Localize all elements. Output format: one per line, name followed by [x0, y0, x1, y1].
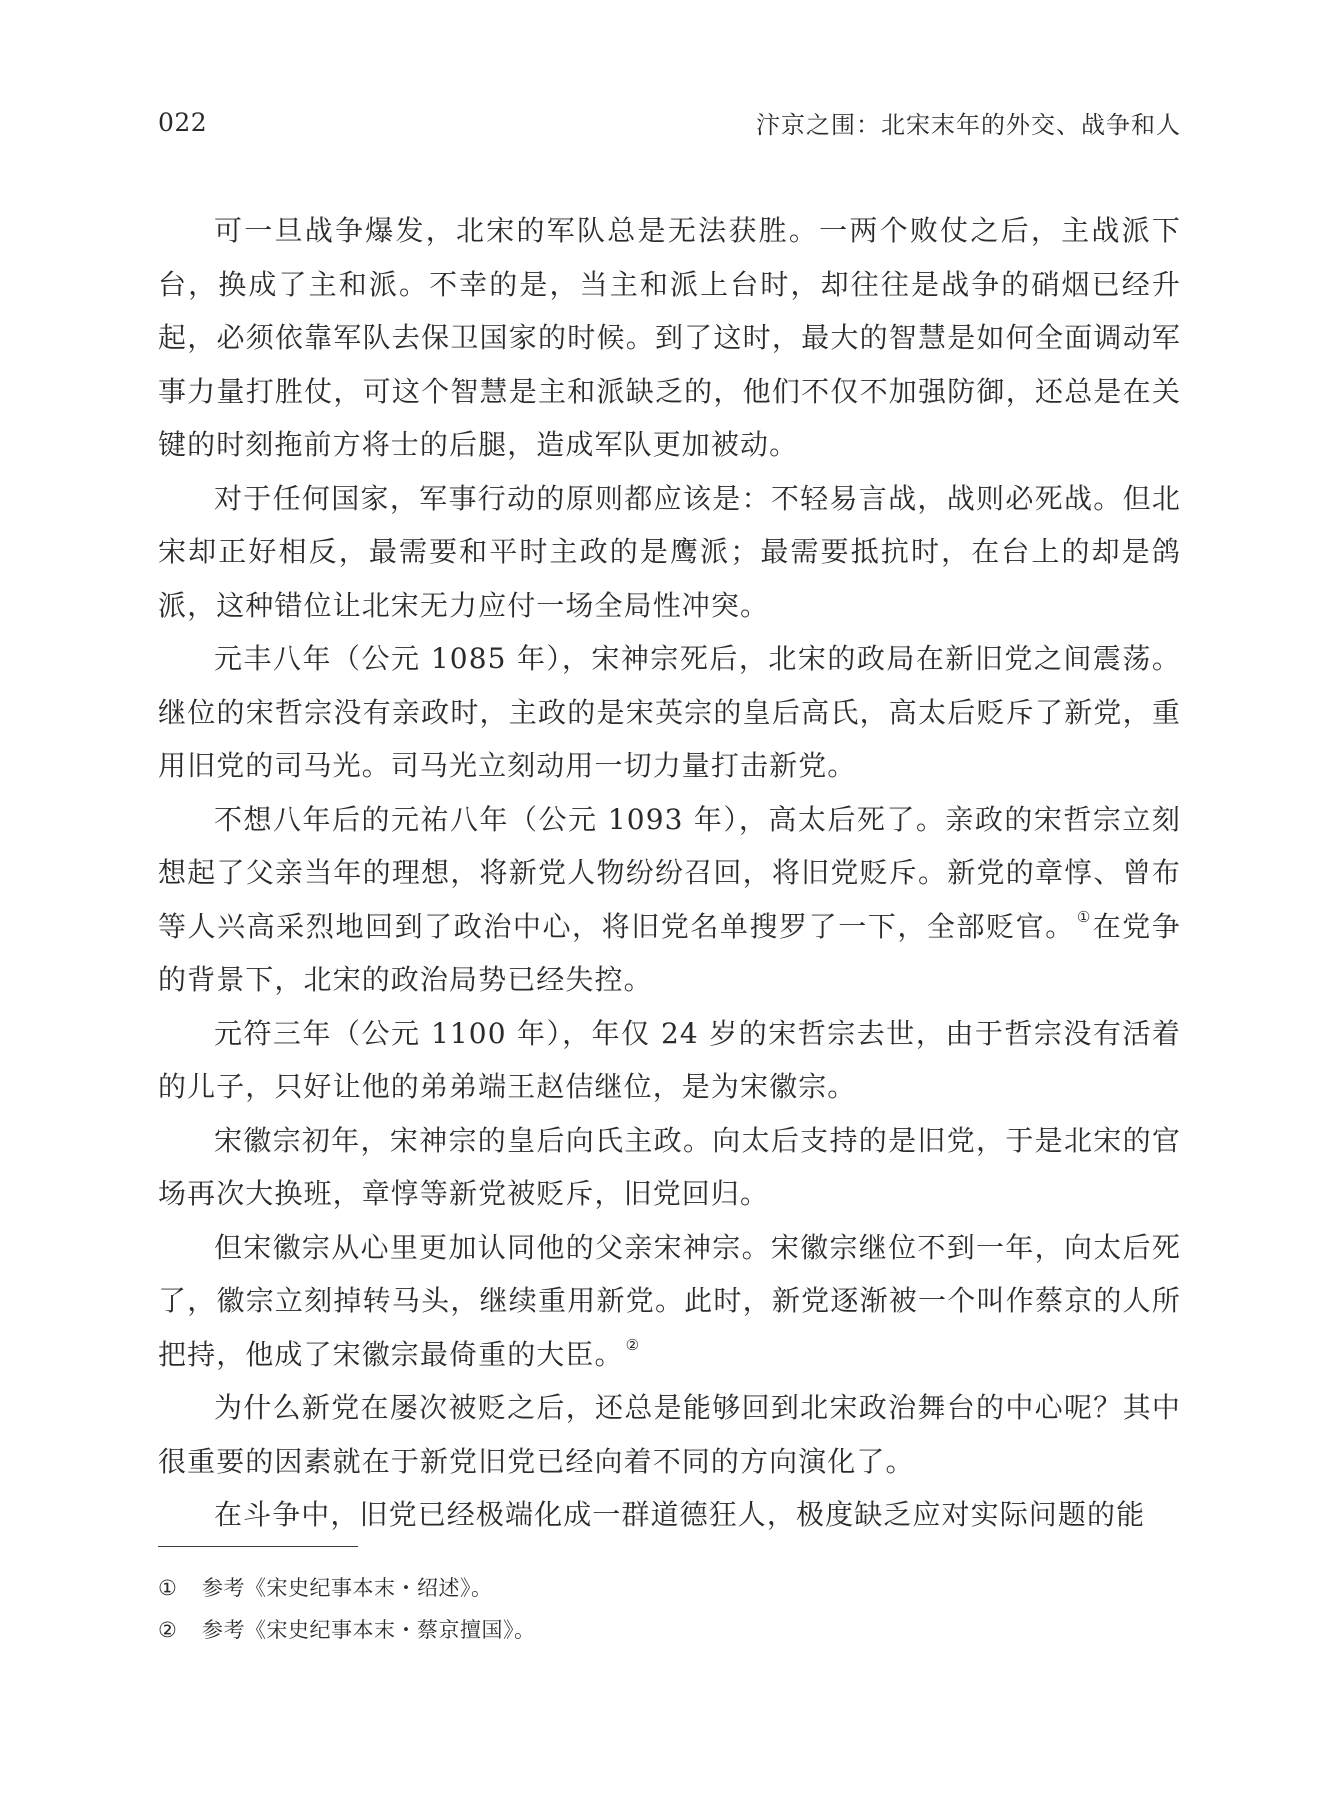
paragraph: 对于任何国家，军事行动的原则都应该是：不轻易言战，战则必死战。但北宋却正好相反，最需要和平时主政的是鹰派；最需要抵抗时，在台上的却是鸽派，这种错位让北宋无力应付一场全局性冲突。 [158, 481, 1181, 622]
footnote-divider [158, 1546, 358, 1547]
paragraph: 宋徽宗初年，宋神宗的皇后向氏主政。向太后支持的是旧党，于是北宋的官场再次大换班，章惇等新党被贬斥，旧党回归。 [158, 1123, 1181, 1210]
paragraph: 不想八年后的元祐八年（公元 1093 年），高太后死了。亲政的宋哲宗立刻想起了父亲当年的理想，将新党人物纷纷召回，将旧党贬斥。新党的章惇、曾布等人兴高采烈地回到了政治中心，将旧党名单搜罗了一下，全部贬官。 ①在党争的背景下，北宋的政治局势已经失控。 [158, 802, 1181, 996]
paragraph: 元符三年（公元 1100 年），年仅 24 岁的宋哲宗去世，由于哲宗没有活着的儿子，只好让他的弟弟端王赵佶继位，是为宋徽宗。 [158, 1016, 1181, 1103]
paragraph: 但宋徽宗从心里更加认同他的父亲宋神宗。宋徽宗继位不到一年，向太后死了，徽宗立刻掉转马头，继续重用新党。此时，新党逐渐被一个叫作蔡京的人所把持，他成了宋徽宗最倚重的大臣。 ② [158, 1230, 1181, 1371]
footnote-mark: ② [158, 1618, 178, 1642]
page-number: 022 [158, 107, 208, 137]
paragraph: 可一旦战争爆发，北宋的军队总是无法获胜。一两个败仗之后，主战派下台，换成了主和派。不幸的是，当主和派上台时，却往往是战争的硝烟已经升起，必须依靠军队去保卫国家的时候。到了这时，最大的智慧是如何全面调动军事力量打胜仗，可这个智慧是主和派缺乏的，他们不仅不加强防御，还总是在关键的时刻拖前方将士的后腿，造成军队更加被动。 [158, 214, 1181, 461]
paragraph: 为什么新党在屡次被贬之后，还总是能够回到北宋政治舞台的中心呢？其中很重要的因素就在于新党旧党已经向着不同的方向演化了。 [158, 1391, 1181, 1478]
footnote-mark: ① [158, 1576, 178, 1600]
paragraph: 在斗争中，旧党已经极端化成一群道德狂人，极度缺乏应对实际问题的能 [214, 1498, 1146, 1531]
paragraph: 元丰八年（公元 1085 年），宋神宗死后，北宋的政局在新旧党之间震荡。继位的宋哲宗没有亲政时，主政的是宋英宗的皇后高氏，高太后贬斥了新党，重用旧党的司马光。司马光立刻动用一切力量打击新党。 [158, 642, 1181, 782]
footnote-ref-1[interactable]: ① [1076, 907, 1091, 926]
footnotes [158, 1567, 1181, 1651]
body-text [158, 204, 1181, 1542]
footnote-text: 参考《宋史纪事本末・蔡京擅国》。 [202, 1618, 536, 1642]
footnote-ref-2[interactable]: ② [625, 1335, 640, 1354]
running-title: 汴京之围：北宋末年的外交、战争和人 [756, 110, 1181, 139]
footnote-item [158, 1609, 1181, 1651]
page-header [158, 102, 1181, 142]
footnote-item [158, 1567, 1181, 1609]
footnote-text: 参考《宋史纪事本末・绍述》。 [202, 1576, 493, 1600]
